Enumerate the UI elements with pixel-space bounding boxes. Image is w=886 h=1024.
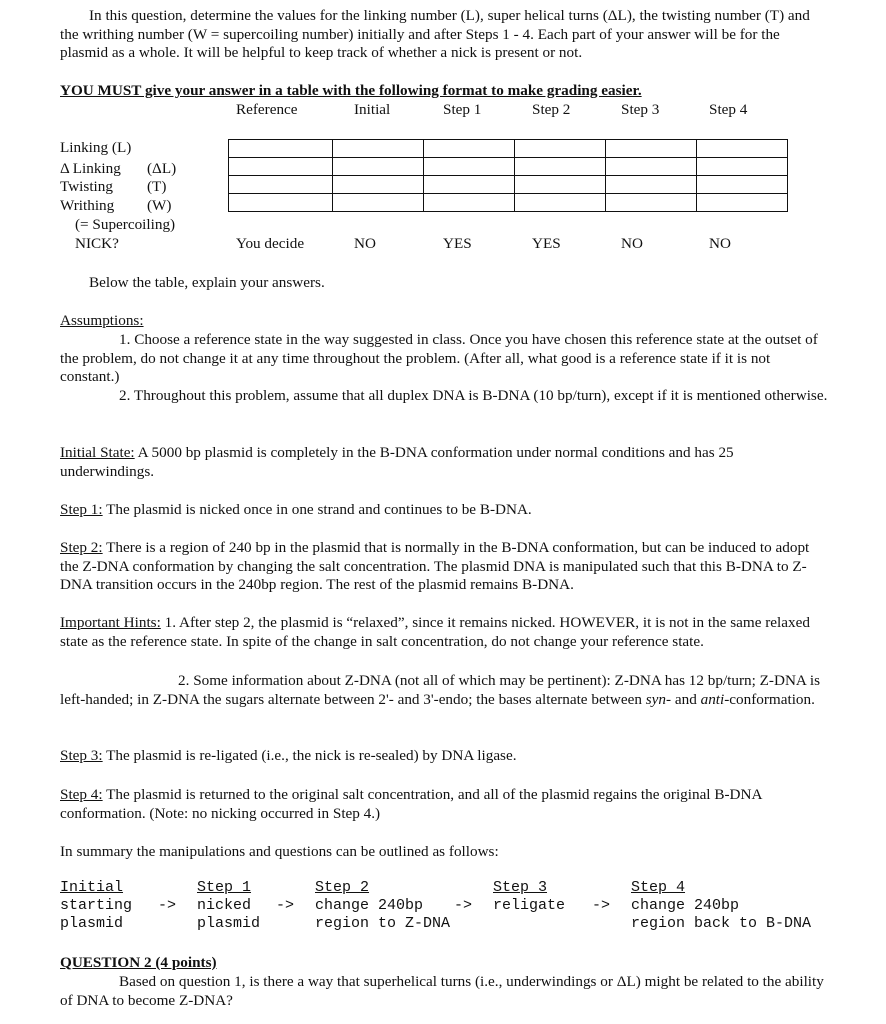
- answer-grid: [228, 139, 788, 212]
- below-table-instruction: Below the table, explain your answers.: [89, 274, 325, 291]
- step2-label: Step 2:: [60, 539, 103, 556]
- row-symbol-writhing: (W): [147, 197, 172, 214]
- flow-step1-title: Step 1: [197, 879, 252, 896]
- hint-2-text-b: - and: [666, 690, 701, 708]
- flow-step1-line2: nicked: [197, 897, 252, 915]
- grid-row-delta-linking: [229, 158, 788, 176]
- grid-cell[interactable]: [515, 176, 606, 194]
- initial-state-paragraph: [60, 444, 800, 481]
- flow-initial-line2: starting: [60, 897, 133, 915]
- flow-arrow-3: ->: [454, 897, 473, 914]
- row-symbol-twisting: (T): [147, 178, 167, 195]
- flow-step1-line3: plasmid: [197, 915, 261, 933]
- hint-1-text: 1. After step 2, the plasmid is “relaxed”, since it remains nicked. HOWEVER, it is not in the same relaxed state as the reference state. In spite of the change in salt concentration, do not change your reference state.: [60, 614, 810, 650]
- assumption-1: 1. Choose a reference state in the way suggested in class. Once you have chosen this reference state at the outset of the problem, do not change it at any time throughout the problem. (After all, what good is a reference state if it is not constant.): [60, 331, 818, 386]
- row-label-twisting: Twisting: [60, 178, 113, 195]
- step3-label: Step 3:: [60, 747, 103, 764]
- nick-value-step2: YES: [532, 235, 561, 252]
- row-symbol-delta-linking: (ΔL): [147, 160, 177, 177]
- flow-step2-line2: change 240bp: [315, 897, 424, 915]
- grid-row-linking: [229, 140, 788, 158]
- flow-step2-title: Step 2: [315, 879, 370, 896]
- step4-paragraph: [60, 786, 828, 823]
- intro-paragraph: In this question, determine the values for the linking number (L), super helical turns (ΔL), the twisting number (T) and the writhing number (W = supercoiling number) initially and after Steps 1 - 4. Each part of your answer will be for the plasmid as a whole. It will be helpful to keep track of whether a nick is present or not.: [60, 7, 810, 62]
- flow-step3-title: Step 3: [493, 879, 548, 896]
- grid-cell[interactable]: [424, 176, 515, 194]
- grid-cell[interactable]: [229, 140, 333, 158]
- grid-cell[interactable]: [697, 176, 788, 194]
- grid-cell[interactable]: [424, 140, 515, 158]
- col-header-step3: Step 3: [621, 101, 660, 118]
- grid-cell[interactable]: [606, 194, 697, 212]
- grid-cell[interactable]: [333, 140, 424, 158]
- col-header-initial: Initial: [354, 101, 391, 118]
- initial-state-label: Initial State:: [60, 444, 135, 461]
- step3-text: The plasmid is re-ligated (i.e., the nick is re-sealed) by DNA ligase.: [102, 747, 517, 764]
- grid-cell[interactable]: [424, 194, 515, 212]
- row-label-linking: Linking (L): [60, 139, 132, 156]
- must-heading: YOU MUST give your answer in a table with the following format to make grading easier.: [60, 82, 642, 99]
- flow-initial: [60, 879, 132, 934]
- grid-row-twisting: [229, 176, 788, 194]
- grid-cell[interactable]: [333, 158, 424, 176]
- step2-text: There is a region of 240 bp in the plasmid that is normally in the B-DNA conformation, but can be induced to adopt the Z-DNA conformation by changing the salt concentration. The plasmid DNA is manipulated such that this B-DNA to Z-DNA transition occurs in the 240bp region. The rest of the plasmid remains B-DNA.: [60, 539, 810, 594]
- row-label-writhing: Writhing: [60, 197, 115, 214]
- flow-step1: [197, 879, 260, 934]
- question2-text: Based on question 1, is there a way that superhelical turns (i.e., underwindings or ΔL) might be related to the ability of DNA to become Z-DNA?: [60, 973, 824, 1009]
- question2-heading: QUESTION 2 (4 points): [60, 954, 217, 971]
- grid-cell[interactable]: [424, 158, 515, 176]
- grid-cell[interactable]: [515, 194, 606, 212]
- col-header-step4: Step 4: [709, 101, 748, 118]
- flow-step4-line3: region back to B-DNA: [631, 915, 812, 933]
- row-label-nick: NICK?: [75, 235, 119, 252]
- row-label-delta-linking: Δ Linking: [60, 160, 121, 177]
- step1-label: Step 1:: [60, 501, 103, 518]
- flow-step4: [631, 879, 811, 934]
- grid-cell[interactable]: [697, 158, 788, 176]
- grid-cell[interactable]: [333, 194, 424, 212]
- flow-initial-line3: plasmid: [60, 915, 124, 933]
- assumptions-heading: Assumptions:: [60, 312, 144, 329]
- flow-step4-line2: change 240bp: [631, 897, 740, 915]
- step1-paragraph: [60, 501, 828, 520]
- grid-cell[interactable]: [229, 176, 333, 194]
- step2-paragraph: [60, 539, 830, 595]
- col-header-step2: Step 2: [532, 101, 571, 118]
- grid-cell[interactable]: [515, 158, 606, 176]
- flow-step2-line3: region to Z-DNA: [315, 915, 451, 933]
- grid-cell[interactable]: [606, 140, 697, 158]
- flow-step4-title: Step 4: [631, 879, 686, 896]
- grid-cell[interactable]: [333, 176, 424, 194]
- hint-2-text-c: -conformation.: [724, 690, 815, 708]
- initial-state-text: A 5000 bp plasmid is completely in the B-DNA conformation under normal conditions and has 25 underwindings.: [60, 444, 734, 480]
- step3-paragraph: [60, 747, 828, 766]
- grid-cell[interactable]: [697, 140, 788, 158]
- col-header-reference: Reference: [236, 101, 298, 118]
- grid-cell[interactable]: [697, 194, 788, 212]
- flow-initial-title: Initial: [60, 879, 124, 896]
- nick-value-step1: YES: [443, 235, 472, 252]
- assumption-2: 2. Throughout this problem, assume that all duplex DNA is B-DNA (10 bp/turn), except if it is mentioned otherwise.: [119, 387, 828, 404]
- grid-cell[interactable]: [229, 158, 333, 176]
- col-header-step1: Step 1: [443, 101, 482, 118]
- hint-1-paragraph: [60, 614, 825, 651]
- grid-cell[interactable]: [606, 176, 697, 194]
- step1-text: The plasmid is nicked once in one strand and continues to be B-DNA.: [102, 501, 532, 518]
- flow-arrow-1: ->: [158, 897, 177, 914]
- nick-value-step4: NO: [709, 235, 731, 252]
- hints-label: Important Hints:: [60, 614, 161, 631]
- summary-line: In summary the manipulations and questions can be outlined as follows:: [60, 843, 499, 860]
- nick-value-reference: You decide: [236, 235, 305, 252]
- hint-2-text-a: 2. Some information about Z-DNA (not all of which may be pertinent): Z-DNA has 12 bp/turn; Z-DNA is left-handed; in Z-DNA the sugars alternate between 2'- and 3'-endo; the bases alternate between: [60, 672, 820, 708]
- flow-step2: [315, 879, 450, 934]
- hint-2-paragraph: [60, 672, 830, 709]
- step4-label: Step 4:: [60, 786, 103, 803]
- step4-text: The plasmid is returned to the original salt concentration, and all of the plasmid regains the original B-DNA conformation. (Note: no nicking occurred in Step 4.): [60, 786, 762, 822]
- grid-cell[interactable]: [606, 158, 697, 176]
- grid-row-writhing: [229, 194, 788, 212]
- flow-arrow-2: ->: [276, 897, 295, 914]
- flow-step3-line2: religate: [493, 897, 566, 915]
- flow-step3: [493, 879, 565, 915]
- nick-value-initial: NO: [354, 235, 376, 252]
- grid-cell[interactable]: [515, 140, 606, 158]
- hint-2-syn: syn: [645, 690, 666, 708]
- hint-2-anti: anti: [700, 690, 725, 708]
- nick-value-step3: NO: [621, 235, 643, 252]
- row-label-supercoiling: (= Supercoiling): [75, 216, 176, 233]
- flow-arrow-4: ->: [592, 897, 611, 914]
- grid-cell[interactable]: [229, 194, 333, 212]
